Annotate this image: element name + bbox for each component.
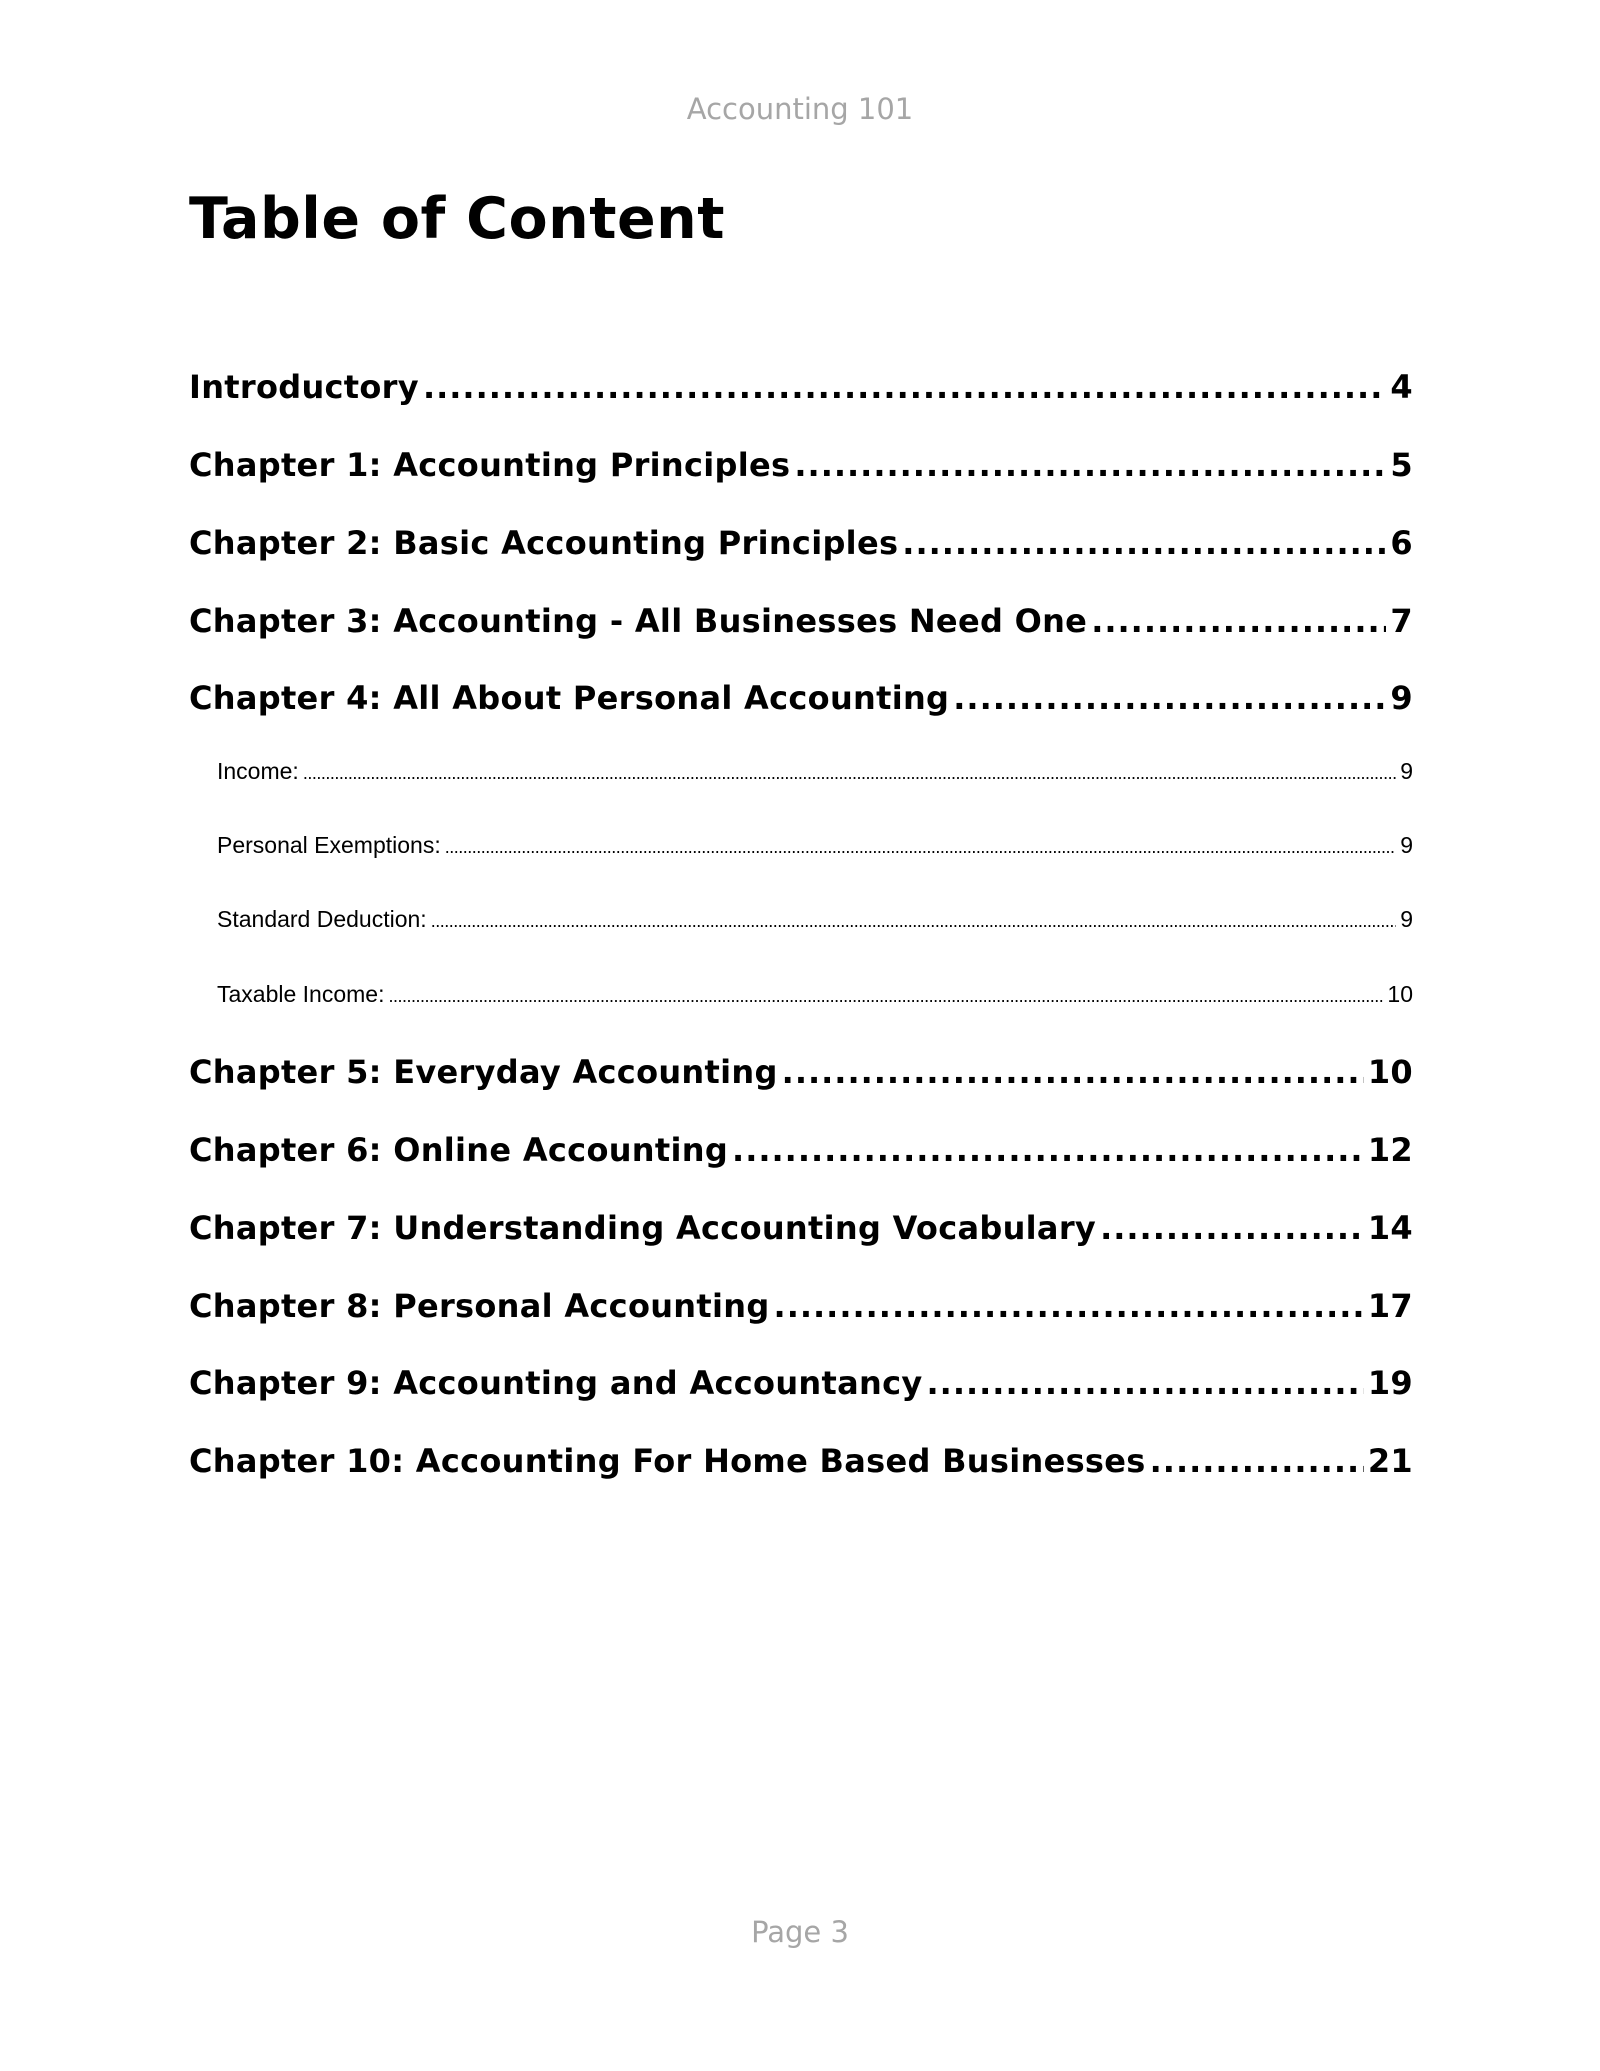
toc-entry-label: Taxable Income: [217,981,385,1007]
toc-entry-chapter-8[interactable] [189,1287,1413,1327]
toc-entry-income[interactable] [217,758,1413,788]
dot-leader [782,1053,1364,1091]
dot-leader [732,1131,1364,1169]
dot-leader [1091,602,1386,640]
toc-entry-label: Standard Deduction: [217,906,427,932]
toc-entry-label: Income: [217,758,299,784]
dot-leader [423,368,1386,406]
page-title: Table of Content [189,186,725,252]
toc-entry-chapter-7[interactable] [189,1209,1413,1249]
toc-entry-page: 6 [1390,524,1413,562]
toc-entry-page: 9 [1400,758,1413,784]
toc-entry-page: 17 [1367,1287,1413,1325]
toc-entry-label: Personal Exemptions: [217,832,441,858]
dot-leader [953,679,1386,717]
toc-entry-label: Chapter 4: All About Personal Accounting [189,679,950,717]
toc-entry-chapter-2[interactable] [189,524,1413,564]
dot-leader [445,837,1396,858]
toc-entry-page: 9 [1400,832,1413,858]
dot-leader [1150,1442,1364,1480]
toc-entry-chapter-10[interactable] [189,1442,1413,1482]
dot-leader [927,1364,1364,1402]
toc-entry-label: Chapter 3: Accounting - All Businesses Need One [189,602,1088,640]
toc-entry-page: 10 [1387,981,1413,1007]
toc-entry-page: 9 [1400,906,1413,932]
toc-entry-chapter-3[interactable] [189,602,1413,642]
dot-leader [388,986,1383,1007]
toc-entry-label: Chapter 9: Accounting and Accountancy [189,1364,923,1402]
toc-entry-label: Chapter 1: Accounting Principles [189,446,791,484]
toc-entry-page: 9 [1390,679,1413,717]
dot-leader [774,1287,1364,1325]
toc-entry-page: 5 [1390,446,1413,484]
toc-entry-label: Chapter 5: Everyday Accounting [189,1053,778,1091]
toc-entry-page: 21 [1367,1442,1413,1480]
toc-entry-taxable-income[interactable] [217,981,1413,1011]
toc-entry-page: 12 [1367,1131,1413,1169]
page-number-footer: Page 3 [751,1915,849,1949]
toc-entry-chapter-9[interactable] [189,1364,1413,1404]
dot-leader [431,911,1397,932]
toc-entry-introductory[interactable] [189,368,1413,408]
toc-entry-chapter-5[interactable] [189,1053,1413,1093]
toc-entry-label: Chapter 2: Basic Accounting Principles [189,524,899,562]
running-header: Accounting 101 [686,92,914,126]
toc-entry-chapter-6[interactable] [189,1131,1413,1171]
dot-leader [794,446,1386,484]
toc-entry-label: Chapter 10: Accounting For Home Based Businesses [189,1442,1146,1480]
toc-entry-standard-deduction[interactable] [217,906,1413,936]
toc-entry-page: 14 [1367,1209,1413,1247]
dot-leader [303,763,1396,784]
toc-entry-label: Chapter 7: Understanding Accounting Vocabulary [189,1209,1097,1247]
toc-entry-page: 4 [1390,368,1413,406]
toc-entry-page: 7 [1390,602,1413,640]
toc-entry-label: Chapter 6: Online Accounting [189,1131,729,1169]
dot-leader [1100,1209,1364,1247]
toc-entry-label: Chapter 8: Personal Accounting [189,1287,770,1325]
dot-leader [902,524,1386,562]
toc-entry-label: Introductory [189,368,419,406]
toc-entry-page: 19 [1367,1364,1413,1402]
toc-entry-chapter-4[interactable] [189,679,1413,719]
toc-entry-chapter-1[interactable] [189,446,1413,486]
toc-entry-personal-exemptions[interactable] [217,832,1413,862]
toc-entry-page: 10 [1367,1053,1413,1091]
